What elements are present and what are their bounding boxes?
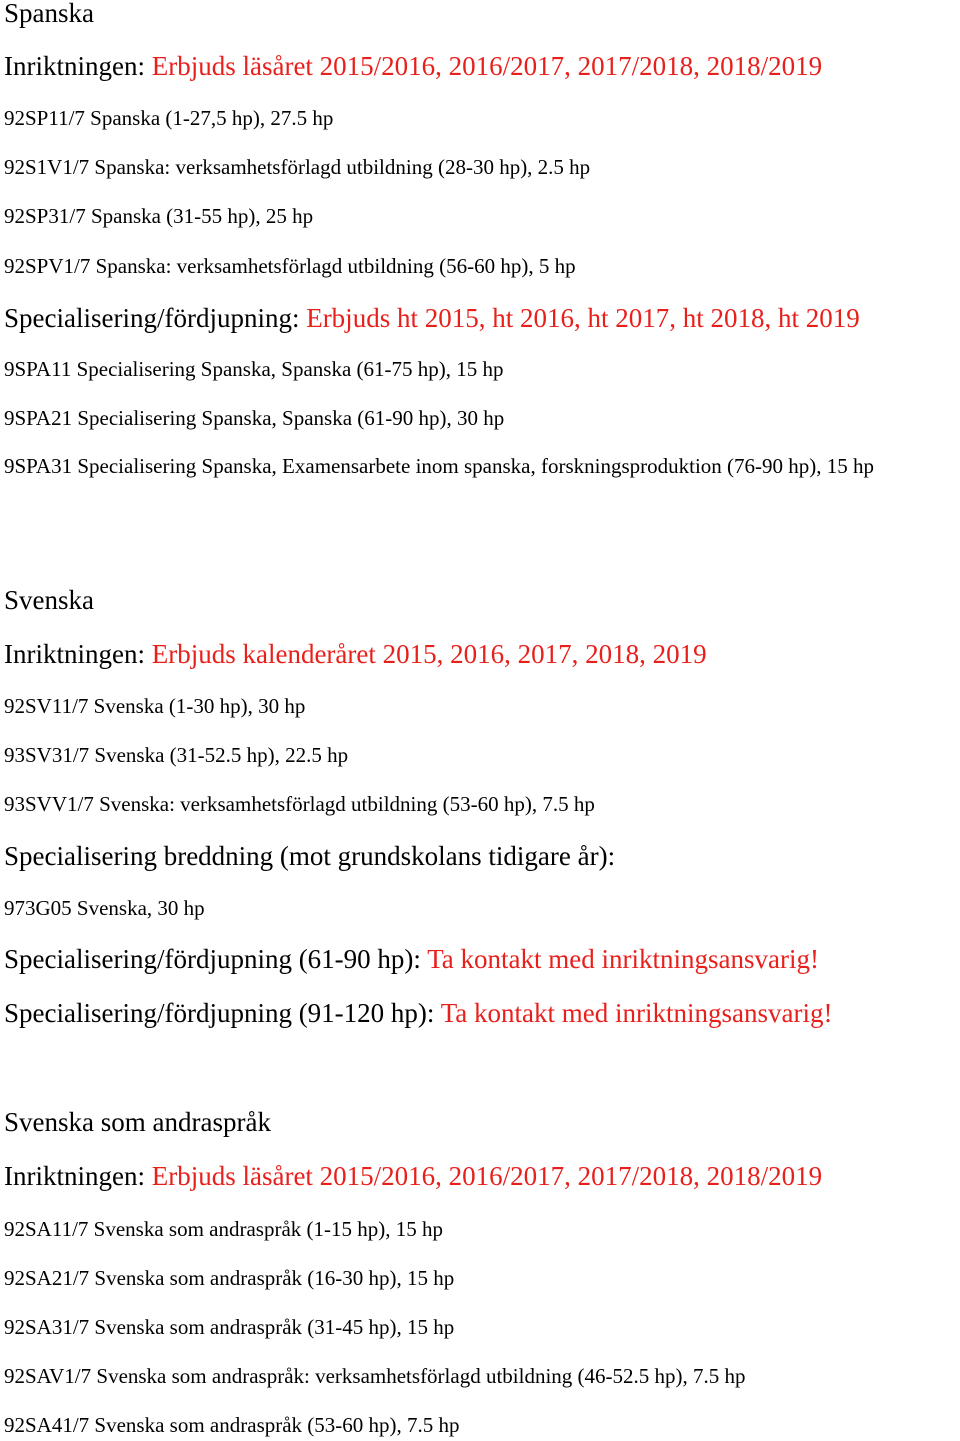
breddning-course-item: 973G05 Svenska, 30 hp (4, 896, 205, 920)
course-item: 92SAV1/7 Svenska som andraspråk: verksamhetsförlagd utbildning (46-52.5 hp), 7.5 hp (4, 1364, 746, 1388)
course-item: 92SP11/7 Spanska (1-27,5 hp), 27.5 hp (4, 106, 334, 130)
fordjupning-61-90 (4, 946, 956, 973)
fordjupning-label: Specialisering/fördjupning (91-120 hp): (4, 998, 435, 1028)
fordjupning-value: Ta kontakt med inriktningsansvarig! (440, 998, 833, 1028)
inriktning-value: Erbjuds kalenderåret 2015, 2016, 2017, 2018, 2019 (151, 639, 707, 669)
course-item: 92S1V1/7 Spanska: verksamhetsförlagd utbildning (28-30 hp), 2.5 hp (4, 155, 591, 179)
inriktning-spanska (4, 53, 956, 80)
course-item: 92SPV1/7 Spanska: verksamhetsförlagd utbildning (56-60 hp), 5 hp (4, 254, 576, 278)
course-item: 93SVV1/7 Svenska: verksamhetsförlagd utbildning (53-60 hp), 7.5 hp (4, 792, 595, 816)
section-title-svenska-som-andrasprak: Svenska som andraspråk (4, 1107, 271, 1137)
course-item: 92SA31/7 Svenska som andraspråk (31-45 hp), 15 hp (4, 1315, 455, 1339)
spec-course-item: 9SPA31 Specialisering Spanska, Examensarbete inom spanska, forskningsproduktion (76-90 hp), 15 hp (4, 454, 875, 478)
course-item: 92SA41/7 Svenska som andraspråk (53-60 hp), 7.5 hp (4, 1413, 460, 1437)
fordjupning-label: Specialisering/fördjupning (61-90 hp): (4, 944, 421, 974)
specialisering-spanska (4, 305, 956, 332)
breddning-label: Specialisering breddning (mot grundskolans tidigare år): (4, 841, 616, 871)
specialisering-label: Specialisering/fördjupning: (4, 303, 300, 333)
course-item: 92SP31/7 Spanska (31-55 hp), 25 hp (4, 204, 314, 228)
fordjupning-91-120 (4, 1000, 956, 1027)
inriktning-label: Inriktningen: (4, 1161, 145, 1191)
section-title-spanska: Spanska (4, 0, 94, 28)
spec-course-item: 9SPA21 Specialisering Spanska, Spanska (61-90 hp), 30 hp (4, 406, 505, 430)
inriktning-label: Inriktningen: (4, 51, 145, 81)
inriktning-svenska (4, 641, 956, 668)
section-title-svenska: Svenska (4, 585, 94, 615)
inriktning-value: Erbjuds läsåret 2015/2016, 2016/2017, 2017/2018, 2018/2019 (151, 1161, 823, 1191)
specialisering-value: Erbjuds ht 2015, ht 2016, ht 2017, ht 2018, ht 2019 (306, 303, 860, 333)
fordjupning-value: Ta kontakt med inriktningsansvarig! (427, 944, 819, 974)
spec-course-item: 9SPA11 Specialisering Spanska, Spanska (61-75 hp), 15 hp (4, 357, 504, 381)
course-item: 92SA21/7 Svenska som andraspråk (16-30 hp), 15 hp (4, 1266, 455, 1290)
course-item: 93SV31/7 Svenska (31-52.5 hp), 22.5 hp (4, 743, 349, 767)
inriktning-label: Inriktningen: (4, 639, 145, 669)
course-item: 92SV11/7 Svenska (1-30 hp), 30 hp (4, 694, 306, 718)
inriktning-svenska-som-andrasprak (4, 1163, 956, 1190)
inriktning-value: Erbjuds läsåret 2015/2016, 2016/2017, 2017/2018, 2018/2019 (151, 51, 823, 81)
course-item: 92SA11/7 Svenska som andraspråk (1-15 hp), 15 hp (4, 1217, 444, 1241)
